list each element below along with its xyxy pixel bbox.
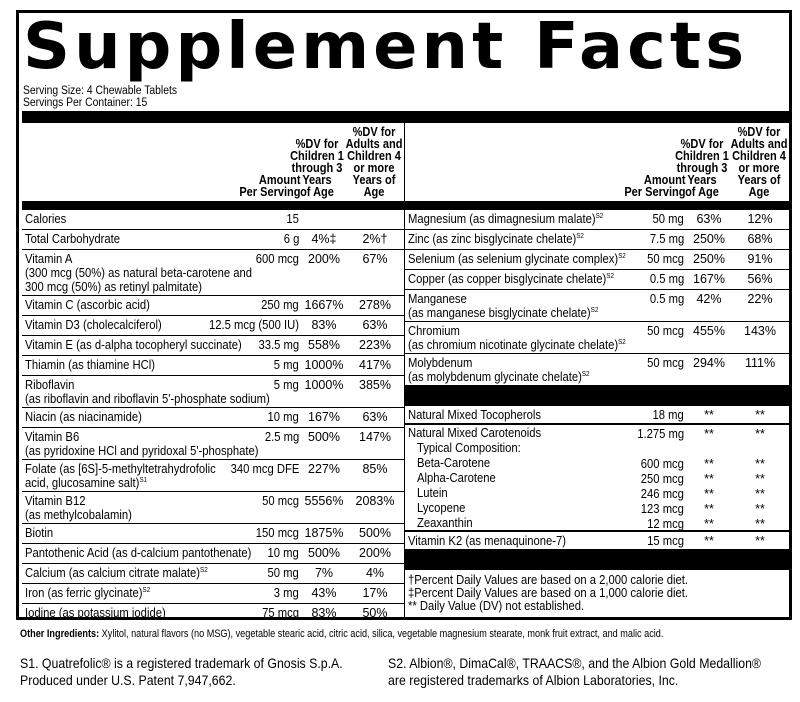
dv-adults: 111% xyxy=(744,356,776,370)
nutrient-name: Total Carbohydrate xyxy=(25,232,121,246)
servings-per-container: Servings Per Container: 15 xyxy=(23,97,148,109)
nutrient-name: Vitamin E (as d-alpha tocopheryl succinate) xyxy=(25,338,242,352)
dv-adults: ** xyxy=(755,472,765,486)
dv-adults: 50% xyxy=(362,606,388,620)
dv-children: ** xyxy=(704,534,714,548)
nutrient-name: Calories xyxy=(25,212,67,226)
nutrient-amount: 600 mcg xyxy=(255,252,299,266)
footnote-dv-not-established: ** Daily Value (DV) not established. xyxy=(408,599,585,613)
nutrient-amount: 6 g xyxy=(283,232,299,246)
nutrient-row xyxy=(22,564,404,584)
nutrient-name: Chromium xyxy=(408,324,460,338)
nutrient-name: Pantothenic Acid (as d-calcium pantothenate) xyxy=(25,546,252,560)
nutrient-row xyxy=(405,322,789,354)
dv-children: 83% xyxy=(311,606,337,620)
nutrient-name: Vitamin B6 xyxy=(25,430,80,444)
dv-children: ** xyxy=(704,472,714,486)
header-dv-children: %DV for Children 1 through 3 Years of Age xyxy=(290,137,344,199)
nutrient-amount: 250 mg xyxy=(261,298,299,312)
header-dv-children: %DV for Children 1 through 3 Years of Age xyxy=(675,137,729,199)
nutrient-row xyxy=(22,296,404,316)
dv-children: 250% xyxy=(693,252,725,266)
dv-adults: 500% xyxy=(359,526,391,540)
nutrient-amount: 150 mcg xyxy=(255,526,299,540)
nutrient-amount: 123 mcg xyxy=(640,502,684,516)
header-dv-adults: %DV for Adults and Children 4 or more Years of Age xyxy=(345,125,403,199)
nutrient-name: Vitamin D3 (cholecalciferol) xyxy=(25,318,162,332)
dv-children: 42% xyxy=(696,292,722,306)
trademark-s2: S2. Albion®, DimaCal®, TRAACS®, and the Albion Gold Medallion® are registered trademarks of Albion Laboratories, Inc. xyxy=(388,655,762,688)
nutrient-amount: 10 mg xyxy=(267,546,299,560)
dv-adults: ** xyxy=(755,457,765,471)
dv-adults: 143% xyxy=(744,324,776,338)
dv-children: 227% xyxy=(308,462,340,476)
nutrient-name: Natural Mixed Carotenoids xyxy=(408,426,542,440)
nutrient-source: (as pyridoxine HCl and pyridoxal 5'-phosphate) xyxy=(25,444,259,458)
nutrient-row xyxy=(405,270,789,290)
nutrient-amount: 340 mcg DFE xyxy=(230,462,299,476)
nutrient-row xyxy=(22,336,404,356)
nutrient-name: Vitamin B12 xyxy=(25,494,86,508)
nutrient-name: Magnesium (as dimagnesium malate)$^{S2}$ xyxy=(408,212,604,226)
nutrient-name: Thiamin (as thiamine HCl) xyxy=(25,358,156,372)
dv-adults: 63% xyxy=(362,318,388,332)
dv-adults: ** xyxy=(755,534,765,548)
nutrient-row xyxy=(405,354,789,385)
nutrient-name: Beta-Carotene xyxy=(417,456,491,470)
nutrient-row xyxy=(405,440,789,455)
footnote-dagger: †Percent Daily Values are based on a 2,000 calorie diet. xyxy=(408,573,688,587)
nutrient-amount: 50 mcg xyxy=(647,324,684,338)
dv-adults: 147% xyxy=(359,430,391,444)
dv-children: 1667% xyxy=(304,298,344,312)
header-divider-bar xyxy=(22,201,404,210)
nutrient-row xyxy=(405,500,789,515)
dv-children: 294% xyxy=(693,356,725,370)
nutrient-name: Molybdenum xyxy=(408,356,473,370)
nutrient-source: (as methylcobalamin) xyxy=(25,508,132,522)
nutrient-amount: 18 mg xyxy=(652,408,684,422)
nutrient-name: Riboflavin xyxy=(25,378,75,392)
nutrient-name: Iron (as ferric glycinate)$^{S2}$ xyxy=(25,586,151,600)
nutrient-name: Vitamin C (ascorbic acid) xyxy=(25,298,150,312)
dv-children: 250% xyxy=(693,232,725,246)
nutrient-amount: 50 mcg xyxy=(647,356,684,370)
nutrient-amount: 7.5 mg xyxy=(649,232,684,246)
nutrient-name: Biotin xyxy=(25,526,54,540)
dv-children: 63% xyxy=(696,212,722,226)
dv-children: 200% xyxy=(308,252,340,266)
dv-adults: 223% xyxy=(359,338,391,352)
section-divider-bar xyxy=(405,385,789,406)
dv-children: 1000% xyxy=(304,378,344,392)
nutrient-row xyxy=(22,584,404,604)
nutrient-amount: 10 mg xyxy=(267,410,299,424)
dv-adults: 91% xyxy=(747,252,773,266)
nutrient-amount: 5 mg xyxy=(273,378,299,392)
dv-adults: 278% xyxy=(359,298,391,312)
nutrient-amount: 33.5 mg xyxy=(258,338,299,352)
dv-adults: 2083% xyxy=(355,494,395,508)
dv-children: 500% xyxy=(308,430,340,444)
nutrient-name: Calcium (as calcium citrate malate)$^{S2}$ xyxy=(25,566,208,580)
nutrient-row xyxy=(405,532,789,549)
nutrient-row xyxy=(22,604,404,624)
nutrient-source: (as manganese bisglycinate chelate)$^{S2}$ xyxy=(408,306,599,320)
nutrient-name: Alpha-Carotene xyxy=(417,471,496,485)
nutrient-source: (as chromium nicotinate glycinate chelate)$^{S2}$ xyxy=(408,338,626,352)
header-divider-bar xyxy=(405,201,789,210)
dv-adults: ** xyxy=(755,427,765,441)
nutrient-amount: 50 mcg xyxy=(647,252,684,266)
dv-children: ** xyxy=(704,457,714,471)
nutrient-amount: 50 mg xyxy=(652,212,684,226)
header-amount: Amount Per Serving xyxy=(238,173,300,199)
dv-adults: 2%† xyxy=(362,232,388,246)
dv-adults: 63% xyxy=(362,410,388,424)
dv-children: 4%‡ xyxy=(311,232,337,246)
dv-adults: 67% xyxy=(362,252,388,266)
right-column xyxy=(405,123,789,620)
nutrient-amount: 250 mcg xyxy=(640,472,684,486)
dv-children: 455% xyxy=(693,324,725,338)
nutrient-row xyxy=(405,515,789,532)
header-dv-adults: %DV for Adults and Children 4 or more Years of Age xyxy=(730,125,788,199)
nutrient-row xyxy=(22,544,404,564)
nutrient-row xyxy=(22,408,404,428)
dv-children: 167% xyxy=(693,272,725,286)
nutrient-row xyxy=(22,230,404,250)
nutrient-amount: 15 xyxy=(286,212,299,226)
column-headers-right xyxy=(405,123,789,201)
nutrient-row xyxy=(405,470,789,485)
dv-adults: 17% xyxy=(362,586,388,600)
nutrient-row xyxy=(22,376,404,408)
serving-size: Serving Size: 4 Chewable Tablets xyxy=(23,85,177,97)
dv-children: 83% xyxy=(311,318,337,332)
nutrient-amount: 3 mg xyxy=(273,586,299,600)
nutrient-amount: 12.5 mcg (500 IU) xyxy=(208,318,299,332)
nutrient-row xyxy=(22,492,404,524)
nutrient-name: Selenium (as selenium glycinate complex)$^{S2}$ xyxy=(408,252,626,266)
nutrient-row xyxy=(405,455,789,470)
nutrient-row xyxy=(405,210,789,230)
nutrient-name: Vitamin K2 (as menaquinone-7) xyxy=(408,534,567,548)
nutrient-name: Typical Composition: xyxy=(417,441,521,455)
nutrient-name: Niacin (as niacinamide) xyxy=(25,410,142,424)
dv-children: ** xyxy=(704,427,714,441)
nutrient-row xyxy=(22,316,404,336)
dv-adults: 417% xyxy=(359,358,391,372)
footnotes xyxy=(405,570,789,617)
nutrient-amount: 0.5 mg xyxy=(649,272,684,286)
dv-children: ** xyxy=(704,408,714,422)
nutrient-row xyxy=(405,406,789,425)
nutrient-row xyxy=(405,230,789,250)
dv-adults: ** xyxy=(755,408,765,422)
trademark-s1: S1. Quatrefolic® is a registered trademark of Gnosis S.p.A. Produced under U.S. Patent 7,947,662. xyxy=(20,655,343,688)
dv-children: 500% xyxy=(308,546,340,560)
column-headers-left xyxy=(22,123,404,201)
header-amount: Amount Per Serving xyxy=(623,173,685,199)
dv-adults: 4% xyxy=(365,566,385,580)
nutrient-row xyxy=(22,460,404,492)
nutrient-amount: 15 mcg xyxy=(647,534,684,548)
nutrient-amount: 2.5 mg xyxy=(264,430,299,444)
nutrient-source: (as molybdenum glycinate chelate)$^{S2}$ xyxy=(408,370,590,384)
nutrient-name: Vitamin A xyxy=(25,252,73,266)
footnote-divider-bar xyxy=(405,549,789,570)
dv-adults: 385% xyxy=(359,378,391,392)
dv-children: 167% xyxy=(308,410,340,424)
nutrient-name: Folate (as [6S]-5-methyltetrahydrofolic xyxy=(25,462,216,476)
nutrient-name: Lycopene xyxy=(417,501,466,515)
dv-adults: ** xyxy=(755,517,765,531)
dv-adults: 56% xyxy=(747,272,773,286)
dv-adults: 22% xyxy=(747,292,773,306)
dv-children: 7% xyxy=(314,566,334,580)
footnote-double-dagger: ‡Percent Daily Values are based on a 1,000 calorie diet. xyxy=(408,586,688,600)
dv-children: ** xyxy=(704,502,714,516)
nutrient-row xyxy=(22,210,404,230)
panel-title: Supplement Facts xyxy=(23,10,749,84)
dv-adults: ** xyxy=(755,502,765,516)
dv-adults: 12% xyxy=(747,212,773,226)
nutrient-list-left xyxy=(22,210,404,624)
dv-children: ** xyxy=(704,487,714,501)
nutrient-row xyxy=(22,428,404,460)
other-nutrient-list xyxy=(405,406,789,549)
dv-children: 43% xyxy=(311,586,337,600)
nutrient-name: Iodine (as potassium iodide) xyxy=(25,606,166,620)
nutrient-row xyxy=(405,485,789,500)
dv-children: 1875% xyxy=(304,526,344,540)
nutrient-amount: 5 mg xyxy=(273,358,299,372)
nutrient-amount: 0.5 mg xyxy=(649,292,684,306)
nutrient-amount: 50 mcg xyxy=(262,494,299,508)
nutrient-amount: 75 mcg xyxy=(262,606,299,620)
dv-children: 558% xyxy=(308,338,340,352)
nutrient-row xyxy=(22,250,404,296)
dv-adults: 68% xyxy=(747,232,773,246)
nutrient-amount: 246 mcg xyxy=(640,487,684,501)
dv-adults: 200% xyxy=(359,546,391,560)
nutrient-name: Copper (as copper bisglycinate chelate)$^{S2}$ xyxy=(408,272,614,286)
nutrient-source: 300 mcg (50%) as retinyl palmitate) xyxy=(25,280,202,294)
supplement-facts-panel xyxy=(16,10,792,620)
nutrient-row xyxy=(22,524,404,544)
nutrient-source: (300 mcg (50%) as natural beta-carotene and xyxy=(25,266,253,280)
nutrient-source: (as riboflavin and riboflavin 5'-phosphate sodium) xyxy=(25,392,270,406)
dv-children: 1000% xyxy=(304,358,344,372)
nutrient-list-right xyxy=(405,210,789,385)
nutrient-name: Zeaxanthin xyxy=(417,516,473,530)
nutrient-name: Natural Mixed Tocopherols xyxy=(408,408,541,422)
nutrient-name: Manganese xyxy=(408,292,467,306)
dv-children: 5556% xyxy=(304,494,344,508)
nutrient-row xyxy=(405,290,789,322)
nutrient-amount: 600 mcg xyxy=(640,457,684,471)
dv-children: ** xyxy=(704,517,714,531)
nutrient-amount: 12 mcg xyxy=(647,517,684,531)
other-ingredients: Other Ingredients: Xylitol, natural flavors (no MSG), vegetable stearic acid, citric acid, silica, vegetable magnesium stearate, monk fruit extract, and malic acid. xyxy=(20,628,664,640)
nutrient-name: Lutein xyxy=(417,486,448,500)
nutrient-amount: 50 mg xyxy=(267,566,299,580)
top-divider-bar xyxy=(22,111,789,123)
nutrient-name: Zinc (as zinc bisglycinate chelate)$^{S2}$ xyxy=(408,232,584,246)
dv-adults: 85% xyxy=(362,462,388,476)
nutrient-row xyxy=(405,425,789,440)
nutrient-row xyxy=(22,356,404,376)
nutrient-row xyxy=(405,250,789,270)
nutrient-amount: 1.275 mg xyxy=(637,427,684,441)
nutrient-source: acid, glucosamine salt)$^{S1}$ xyxy=(25,476,148,490)
left-column xyxy=(22,123,405,620)
dv-adults: ** xyxy=(755,487,765,501)
